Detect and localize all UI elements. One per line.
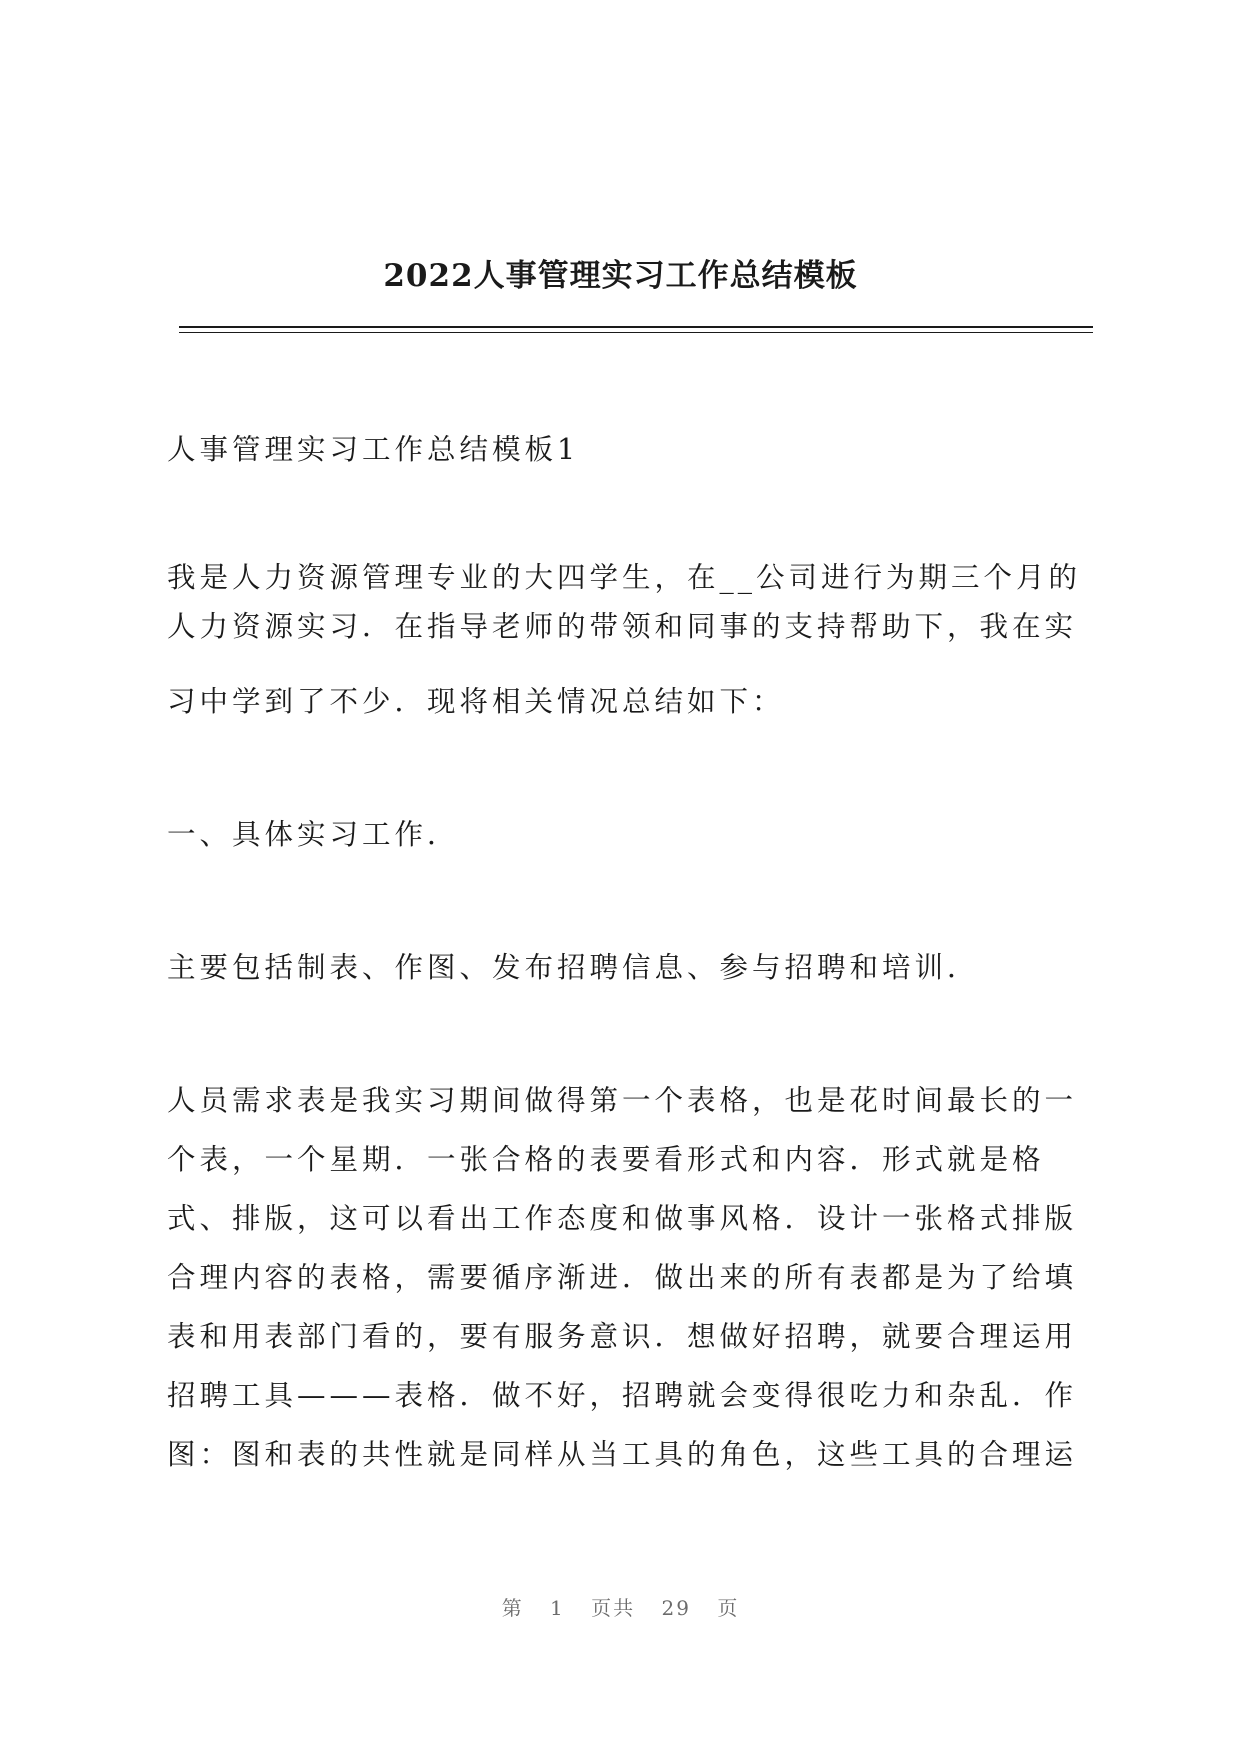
- section-heading: 人事管理实习工作总结模板1: [167, 433, 580, 466]
- footer-page-mid: 页共: [591, 1596, 636, 1620]
- subheading: 一、具体实习工作．: [167, 818, 460, 851]
- footer-page-number: 1: [550, 1596, 565, 1620]
- page-title: 2022人事管理实习工作总结模板: [383, 258, 858, 294]
- paragraph-line: 人力资源实习．在指导老师的带领和同事的支持帮助下，我在实: [167, 610, 1078, 643]
- paragraph-line: 合理内容的表格，需要循序渐进．做出来的所有表都是为了给填: [167, 1261, 1078, 1294]
- paragraph-line: 我是人力资源管理专业的大四学生，在__公司进行为期三个月的: [167, 561, 1082, 594]
- paragraph-line: 习中学到了不少．现将相关情况总结如下：: [167, 685, 785, 718]
- paragraph-line: 主要包括制表、作图、发布招聘信息、参与招聘和培训．: [167, 951, 980, 984]
- footer-page-total: 29: [661, 1596, 691, 1620]
- paragraph-line: 式、排版，这可以看出工作态度和做事风格．设计一张格式排版: [167, 1202, 1078, 1235]
- paragraph-line: 个表，一个星期．一张合格的表要看形式和内容．形式就是格: [167, 1143, 1045, 1176]
- paragraph-line: 表和用表部门看的，要有服务意识．想做好招聘，就要合理运用: [167, 1320, 1078, 1353]
- paragraph-line: 招聘工具———表格．做不好，招聘就会变得很吃力和杂乱．作: [167, 1379, 1078, 1412]
- footer-page-suffix: 页: [717, 1596, 740, 1620]
- paragraph-line: 人员需求表是我实习期间做得第一个表格，也是花时间最长的一: [167, 1084, 1078, 1117]
- footer-page-prefix: 第: [501, 1596, 524, 1620]
- paragraph-line: 图：图和表的共性就是同样从当工具的角色，这些工具的合理运: [167, 1438, 1078, 1471]
- page-footer: [0, 1592, 1241, 1621]
- title-divider-thin: [179, 332, 1093, 333]
- title-divider-thick: [179, 326, 1093, 328]
